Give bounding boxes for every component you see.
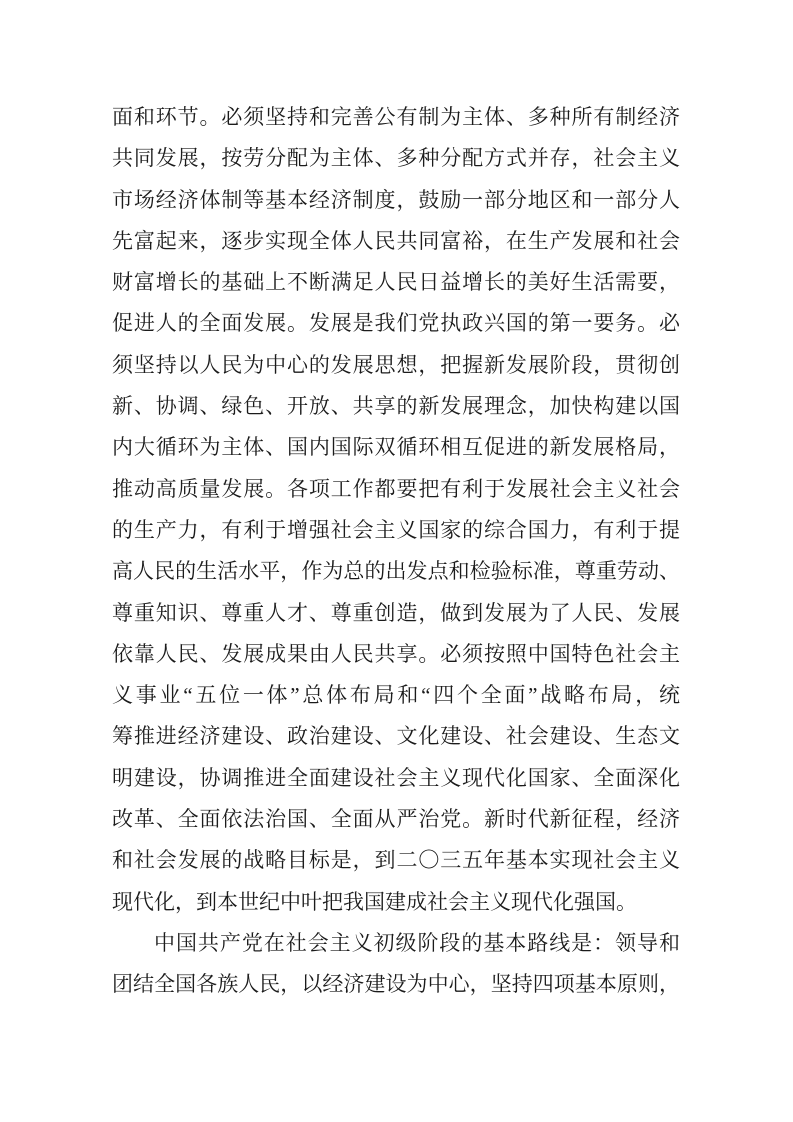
document-line: 内大循环为主体、国内国际双循环相互促进的新发展格局， [112, 435, 680, 460]
document-line: 现代化，到本世纪中叶把我国建成社会主义现代化强国。 [112, 889, 637, 914]
document-line: 新、协调、绿色、开放、共享的新发展理念，加快构建以国 [112, 394, 680, 419]
document-line: 筹推进经济建设、政治建设、文化建设、社会建设、生态文 [112, 724, 680, 749]
document-line: 共同发展，按劳分配为主体、多种分配方式并存，社会主义 [112, 146, 680, 171]
document-text-block [112, 97, 680, 1006]
document-line: 尊重知识、尊重人才、尊重创造，做到发展为了人民、发展 [112, 600, 680, 625]
document-line: 市场经济体制等基本经济制度，鼓励一部分地区和一部分人 [112, 187, 680, 212]
document-line: 中国共产党在社会主义初级阶段的基本路线是：领导和 [154, 930, 680, 955]
document-line: 推动高质量发展。各项工作都要把有利于发展社会主义社会 [112, 476, 680, 501]
document-line: 先富起来，逐步实现全体人民共同富裕，在生产发展和社会 [112, 228, 680, 253]
document-line: 财富增长的基础上不断满足人民日益增长的美好生活需要， [112, 270, 680, 295]
document-line: 的生产力，有利于增强社会主义国家的综合国力，有利于提 [112, 517, 680, 542]
document-line: 改革、全面依法治国、全面从严治党。新时代新征程，经济 [112, 807, 680, 832]
document-line: 义事业“五位一体”总体布局和“四个全面”战略布局，统 [112, 683, 680, 708]
document-line: 高人民的生活水平，作为总的出发点和检验标准，尊重劳动、 [112, 559, 680, 584]
document-line: 和社会发展的战略目标是，到二〇三五年基本实现社会主义 [112, 848, 680, 873]
document-line: 依靠人民、发展成果由人民共享。必须按照中国特色社会主 [112, 641, 680, 666]
document-line: 团结全国各族人民，以经济建设为中心，坚持四项基本原则， [112, 972, 680, 997]
document-line: 明建设，协调推进全面建设社会主义现代化国家、全面深化 [112, 765, 680, 790]
document-line: 促进人的全面发展。发展是我们党执政兴国的第一要务。必 [112, 311, 680, 336]
document-line: 须坚持以人民为中心的发展思想，把握新发展阶段，贯彻创 [112, 352, 680, 377]
document-line: 面和环节。必须坚持和完善公有制为主体、多种所有制经济 [112, 105, 680, 129]
